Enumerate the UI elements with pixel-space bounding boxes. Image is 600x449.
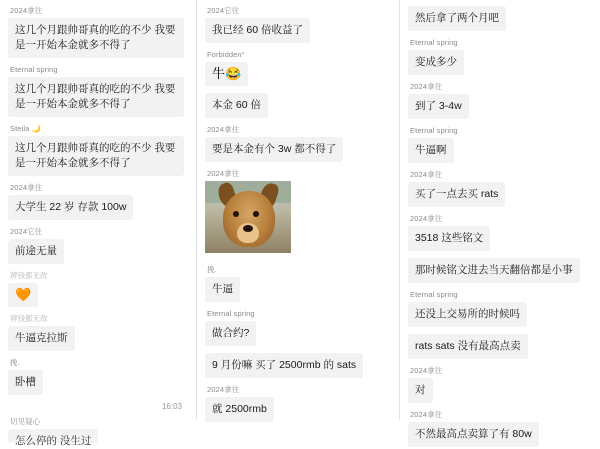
chat-column-middle	[196, 0, 400, 420]
message-sender: 挽.	[207, 265, 217, 274]
message-sender: 辨钱都无敌	[10, 271, 48, 280]
message-sender: 2024拿住	[410, 410, 443, 419]
dog-nose-icon	[243, 225, 253, 232]
message-bubble[interactable]: 然后拿了两个月吧	[408, 6, 506, 31]
chat-column-right	[400, 0, 600, 440]
message-sender: Eternal spring	[410, 126, 458, 135]
message-sender: 2024拿住	[207, 125, 240, 134]
message-bubble[interactable]: 牛逼克拉斯	[8, 326, 75, 351]
message-item	[8, 6, 188, 58]
message-item	[205, 309, 391, 346]
message-sender: 挽.	[10, 358, 20, 367]
dog-photo	[205, 181, 291, 253]
message-sender: Eternal spring	[207, 309, 255, 318]
message-bubble[interactable]: 3518 这些铭文	[408, 226, 490, 251]
chat-column-left	[0, 0, 196, 447]
message-item	[408, 334, 592, 359]
message-item	[408, 214, 592, 251]
message-bubble[interactable]: 这几个月跟帅哥真的吃的不少 我要是一开始本金就多不得了	[8, 77, 184, 117]
message-bubble[interactable]: 变成多少	[408, 50, 464, 75]
message-sender: Forbidden°	[207, 50, 245, 59]
message-bubble[interactable]: 卧槽	[8, 370, 43, 395]
message-bubble[interactable]: 还没上交易所的时候吗	[408, 302, 527, 327]
message-item	[8, 417, 188, 449]
message-item	[8, 183, 188, 220]
message-item	[205, 125, 391, 162]
message-sender: Eternal spring	[10, 65, 58, 74]
message-sender: Eternal spring	[410, 290, 458, 299]
message-item	[408, 366, 592, 403]
message-sender: 2024拿住	[410, 366, 443, 375]
message-bubble[interactable]: rats sats 没有最高点卖	[408, 334, 528, 359]
message-bubble[interactable]: 这几个月跟帅哥真的吃的不少 我要是一开始本金就多不得了	[8, 136, 184, 176]
message-sender: 切见疑心	[10, 417, 41, 426]
message-bubble[interactable]: 那时候铭文进去当天翻倍都是小事	[408, 258, 580, 283]
message-item	[408, 170, 592, 207]
message-item	[408, 258, 592, 283]
message-bubble[interactable]: 牛逼啊	[408, 138, 454, 163]
emoji-icon[interactable]: 🧡	[8, 283, 38, 307]
message-bubble[interactable]: 9 月份嘛 买了 2500rmb 的 sats	[205, 353, 363, 378]
message-bubble[interactable]: 大学生 22 岁 存款 100w	[8, 195, 133, 220]
message-bubble[interactable]: 做合约?	[205, 321, 256, 346]
message-item	[408, 290, 592, 327]
message-bubble[interactable]: 要是本金有个 3w 都不得了	[205, 137, 343, 162]
message-sender: 2024它住	[10, 227, 43, 236]
message-sender: Eternal spring	[410, 38, 458, 47]
message-timestamp: 16:03	[161, 402, 182, 411]
message-item	[205, 93, 391, 118]
message-bubble[interactable]: 这几个月跟帅哥真的吃的不少 我要是一开始本金就多不得了	[8, 18, 184, 58]
message-sender: 2024拿住	[410, 82, 443, 91]
message-sender: 2024拿住	[10, 6, 43, 15]
message-bubble[interactable]: 买了一点去买 rats	[408, 182, 505, 207]
message-sender: 2024它住	[207, 6, 240, 15]
message-bubble[interactable]: 前途无量	[8, 239, 64, 264]
message-item	[8, 271, 188, 307]
dog-eye-left-icon	[233, 211, 239, 217]
message-item	[408, 38, 592, 75]
message-bubble[interactable]: 牛逼	[205, 277, 240, 302]
message-item	[8, 65, 188, 117]
message-bubble[interactable]: 怎么停的 没生过	[8, 429, 98, 443]
message-item	[205, 385, 391, 422]
message-bubble[interactable]: 到了 3-4w	[408, 94, 469, 119]
dog-eye-right-icon	[253, 211, 259, 217]
message-item	[205, 169, 391, 258]
message-sender: 2024拿住	[410, 214, 443, 223]
message-item	[8, 314, 188, 351]
message-sender: 2024拿住	[410, 170, 443, 179]
message-bubble[interactable]: 对	[408, 378, 433, 403]
message-item	[205, 265, 391, 302]
message-item	[205, 6, 391, 43]
message-item	[408, 6, 592, 31]
message-sender: 辨钱都无敌	[10, 314, 48, 323]
message-item	[408, 126, 592, 163]
message-item	[8, 124, 188, 176]
message-bubble[interactable]: 牛😂	[205, 62, 248, 86]
message-bubble[interactable]: 就 2500rmb	[205, 397, 274, 422]
message-sender: 2024拿住	[207, 385, 240, 394]
message-item	[8, 358, 188, 395]
message-sender: Steila 🌙	[10, 124, 41, 133]
message-bubble[interactable]: 我已经 60 倍收益了	[205, 18, 310, 43]
message-item	[205, 353, 391, 378]
message-item	[205, 50, 391, 86]
message-sender: 2024拿住	[10, 183, 43, 192]
message-bubble[interactable]: 本金 60 倍	[205, 93, 268, 118]
message-item	[408, 410, 592, 447]
message-image-attachment[interactable]	[205, 181, 291, 253]
message-sender: 2024拿住	[207, 169, 240, 178]
message-bubble[interactable]: 不然最高点卖算了有 80w	[408, 422, 539, 447]
message-item	[8, 227, 188, 264]
message-item	[408, 82, 592, 119]
